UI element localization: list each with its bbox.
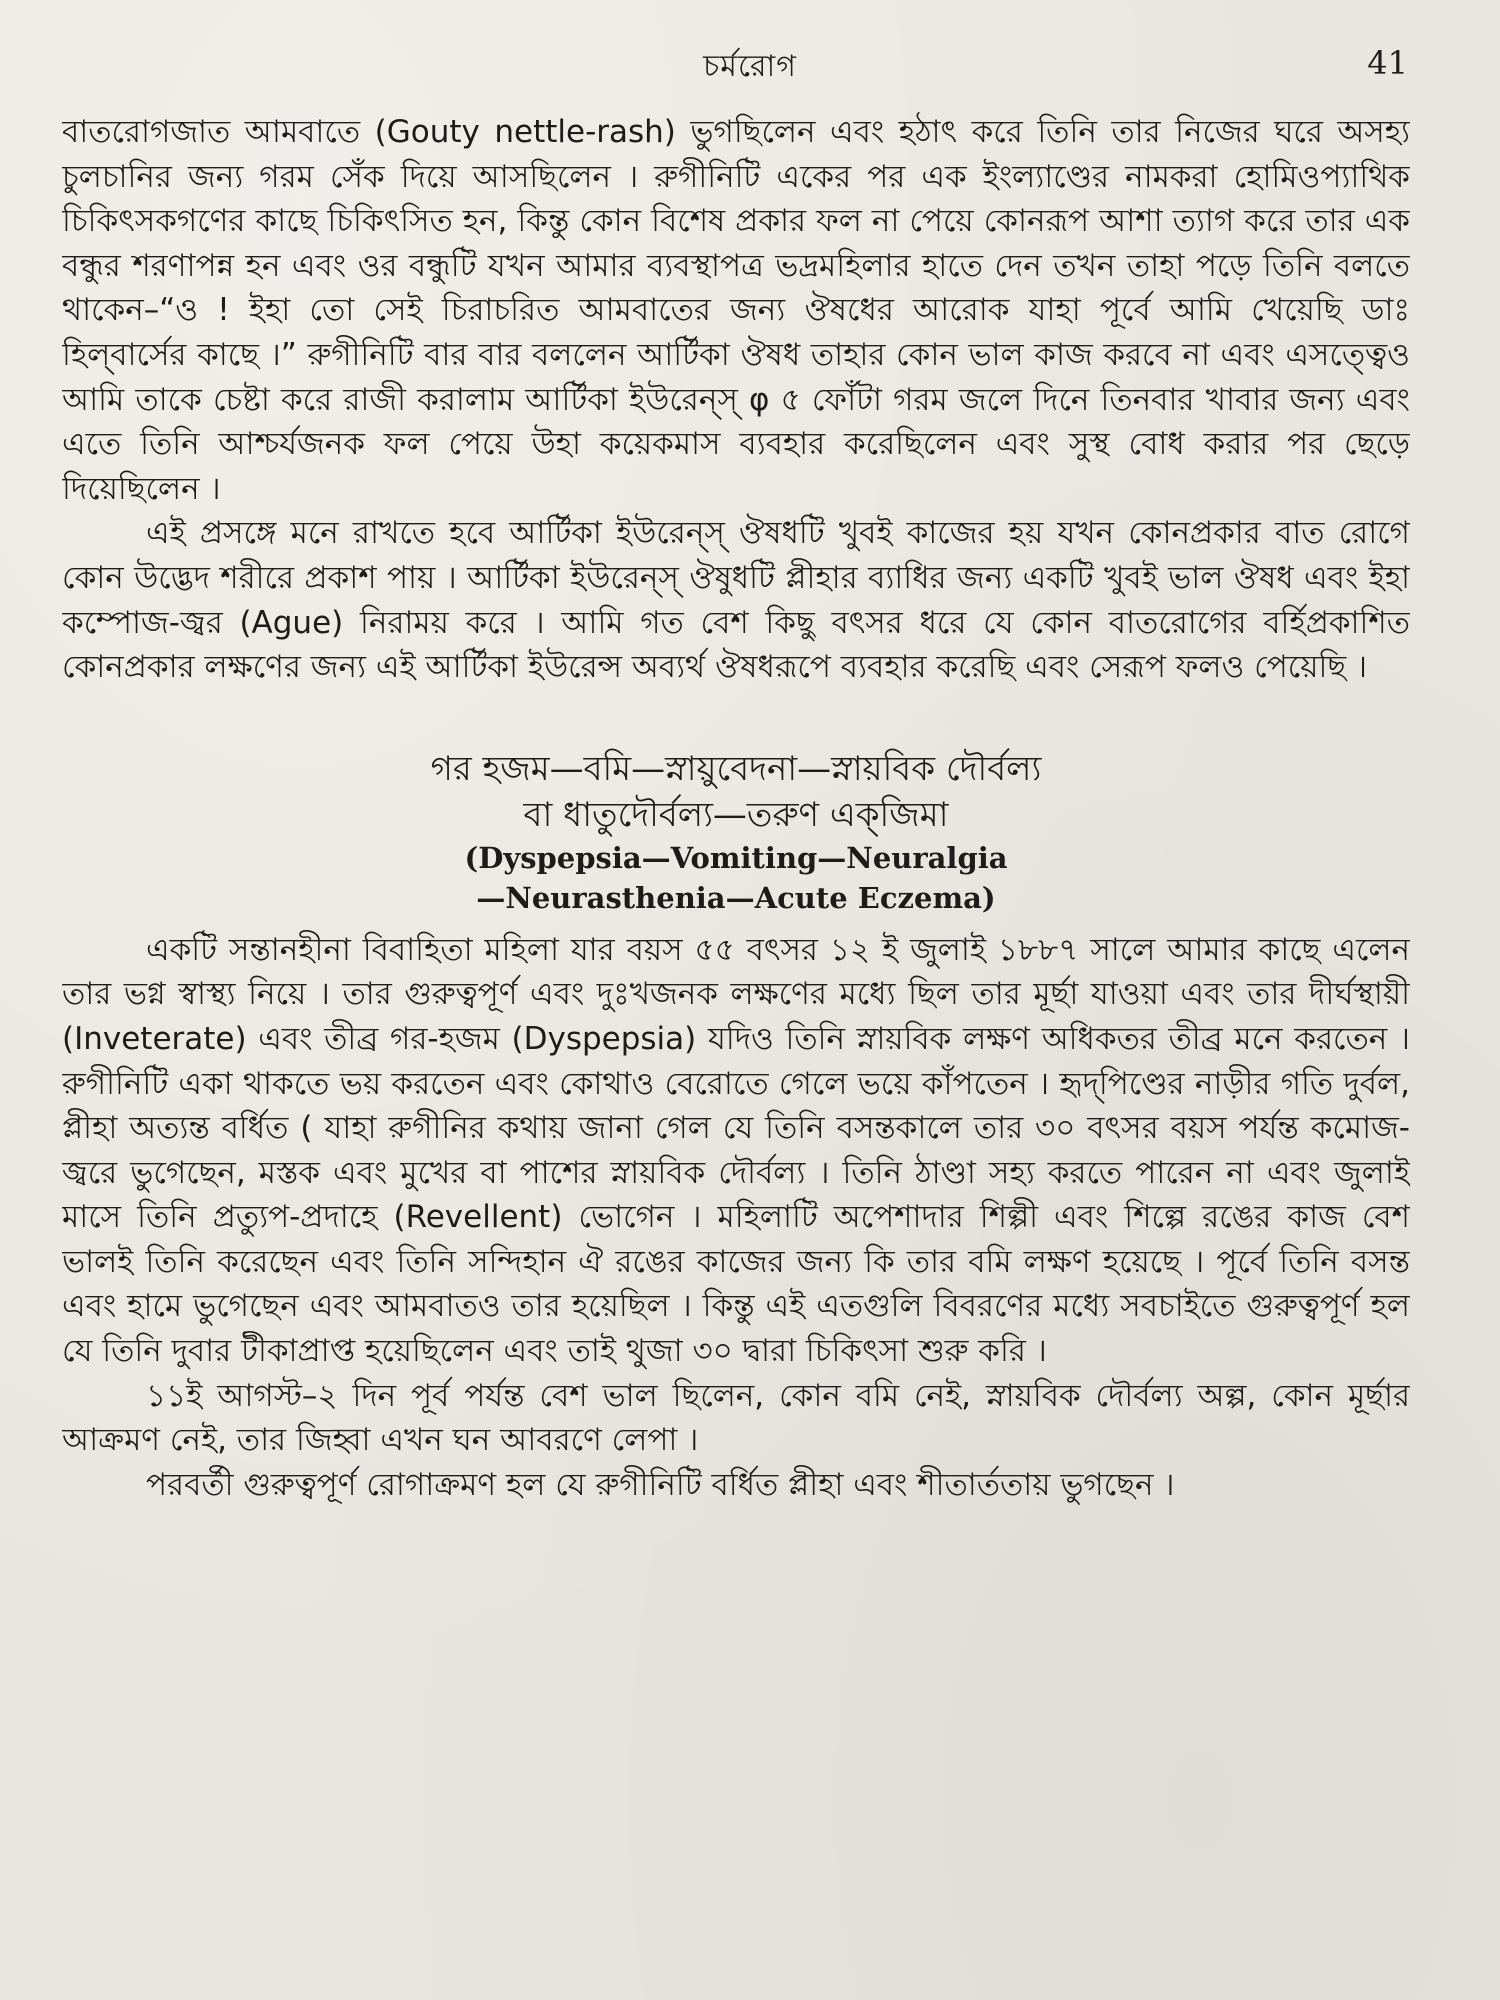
paragraph: এই প্রসঙ্গে মনে রাখতে হবে আর্টিকা ইউরেন্স্‌ ঔষধটি খুবই কাজের হয় যখন কোনপ্রকার বাত রোগে কোন উদ্ভেদ শরীরে প্রকাশ পায় । আর্টিকা ইউরেন্স্‌ ঔষুধটি প্লীহার ব্যাধির জন্য একটি খুবই ভাল ঔষধ এবং ইহা কম্পোজ-জ্বর (Ague) নিরাময় করে । আমি গত বেশ কিছু বৎসর ধরে যে কোন বাতরোগের বর্হিপ্রকাশিত কোনপ্রকার লক্ষণের জন্য এই আর্টিকা ইউরেন্স অব্যর্থ ঔষধরূপে ব্যবহার করেছি এবং সেরূপ ফলও পেয়েছি । bbox=[62, 515, 1410, 686]
page-number: 41 bbox=[1367, 44, 1408, 82]
paragraph: বাতরোগজাত আমবাতে (Gouty nettle-rash) ভুগছিলেন এবং হঠাৎ করে তিনি তার নিজের ঘরে অসহ্য চুলচানির জন্য গরম সেঁক দিয়ে আসছিলেন । রুগীনিটি একের পর এক ইংল্যাণ্ডের নামকরা হোমিওপ্যাথিক চিকিৎসকগণের কাছে চিকিৎসিত হন, কিন্তু কোন বিশেষ প্রকার ফল না পেয়ে কোনরূপ আশা ত্যাগ করে তার এক বন্ধুর শরণাপন্ন হন এবং ওর বন্ধুটি যখন আমার ব্যবস্থাপত্র ভদ্রমহিলার হাতে দেন তখন তাহা পড়ে তিনি বলতে থাকেন–“ও ! ইহা তো সেই চিরাচরিত আমবাতের জন্য ঔষধের আরোক যাহা পূর্বে আমি খেয়েছি ডাঃ হিল্‌বার্সের কাছে ।” রুগীনিটি বার বার বললেন আর্টিকা ঔষধ তাহার কোন ভাল কাজ করবে না এবং এসত্ত্বেও আমি তাকে চেষ্টা করে রাজী করালাম আর্টিকা ইউরেন্স্‌ φ ৫ ফোঁটা গরম জলে দিনে তিনবার খাবার জন্য এবং এতে তিনি আশ্চর্যজনক ফল পেয়ে উহা কয়েকমাস ব্যবহার করেছিলেন এবং সুস্থ বোধ করার পর ছেড়ে দিয়েছিলেন । bbox=[62, 114, 1410, 507]
section-heading bbox=[62, 746, 1410, 918]
paragraph: ১১ই আগস্ট–২ দিন পূর্ব পর্যন্ত বেশ ভাল ছিলেন, কোন বমি নেই, স্নায়বিক দৌর্বল্য অল্প, কোন মূর্ছার আক্রমণ নেই, তার জিহ্বা এখন ঘন আবরণে লেপা । bbox=[62, 1377, 1410, 1459]
page-body bbox=[62, 110, 1410, 1960]
section-title-en-line-2: —Neurasthenia—Acute Eczema) bbox=[476, 880, 996, 915]
running-head bbox=[0, 42, 1500, 86]
paragraph: একটি সন্তানহীনা বিবাহিতা মহিলা যার বয়স ৫৫ বৎসর ১২ ই জুলাই ১৮৮৭ সালে আমার কাছে এলেন তার ভগ্ন স্বাস্থ্য নিয়ে । তার গুরুত্বপূর্ণ এবং দুঃখজনক লক্ষণের মধ্যে ছিল তার মূর্ছা যাওয়া এবং তার দীর্ঘস্থায়ী (Inveterate) এবং তীব্র গর-হজম (Dyspepsia) যদিও তিনি স্নায়বিক লক্ষণ অধিকতর তীব্র মনে করতেন । রুগীনিটি একা থাকতে ভয় করতেন এবং কোথাও বেরোতে গেলে ভয়ে কাঁপতেন । হৃদ্‌পিণ্ডের নাড়ীর গতি দুর্বল, প্লীহা অত্যন্ত বর্ধিত ( যাহা রুগীনির কথায় জানা গেল যে তিনি বসন্তকালে তার ৩০ বৎসর বয়স পর্যন্ত কমোজ-জ্বরে ভুগেছেন, মস্তক এবং মুখের বা পাশের স্নায়বিক দৌর্বল্য । তিনি ঠাণ্ডা সহ্য করতে পারেন না এবং জুলাই মাসে তিনি প্রত্যুপ-প্রদাহে (Revellent) ভোগেন । মহিলাটি অপেশাদার শিল্পী এবং শিল্পে রঙের কাজ বেশ ভালই তিনি করেছেন এবং তিনি সন্দিহান ঐ রঙের কাজের জন্য কি তার বমি লক্ষণ হয়েছে । পূর্বে তিনি বসন্ত এবং হামে ভুগেছেন এবং আমবাতও তার হয়েছিল । কিন্তু এই এতগুলি বিবরণের মধ্যে সবচাইতে গুরুত্বপূর্ণ হল যে তিনি দুবার টীকাপ্রাপ্ত হয়েছিলেন এবং তাই থুজা ৩০ দ্বারা চিকিৎসা শুরু করি । bbox=[62, 931, 1410, 1370]
section-title-bn-line-1: গর হজম—বমি—স্নায়ুবেদনা—স্নায়বিক দৌর্বল্য bbox=[430, 748, 1042, 789]
paragraph: পরবর্তী গুরুত্বপূর্ণ রোগাক্রমণ হল যে রুগীনিটি বর্ধিত প্লীহা এবং শীতার্ততায় ভুগছেন । bbox=[146, 1466, 1175, 1503]
running-title: চর্মরোগ bbox=[703, 49, 797, 84]
section-title-en-line-1: (Dyspepsia—Vomiting—Neuralgia bbox=[464, 840, 1008, 875]
section-title-bn-line-2: বা ধাতুদৌর্বল্য—তরুণ এক্‌জিমা bbox=[523, 794, 949, 835]
